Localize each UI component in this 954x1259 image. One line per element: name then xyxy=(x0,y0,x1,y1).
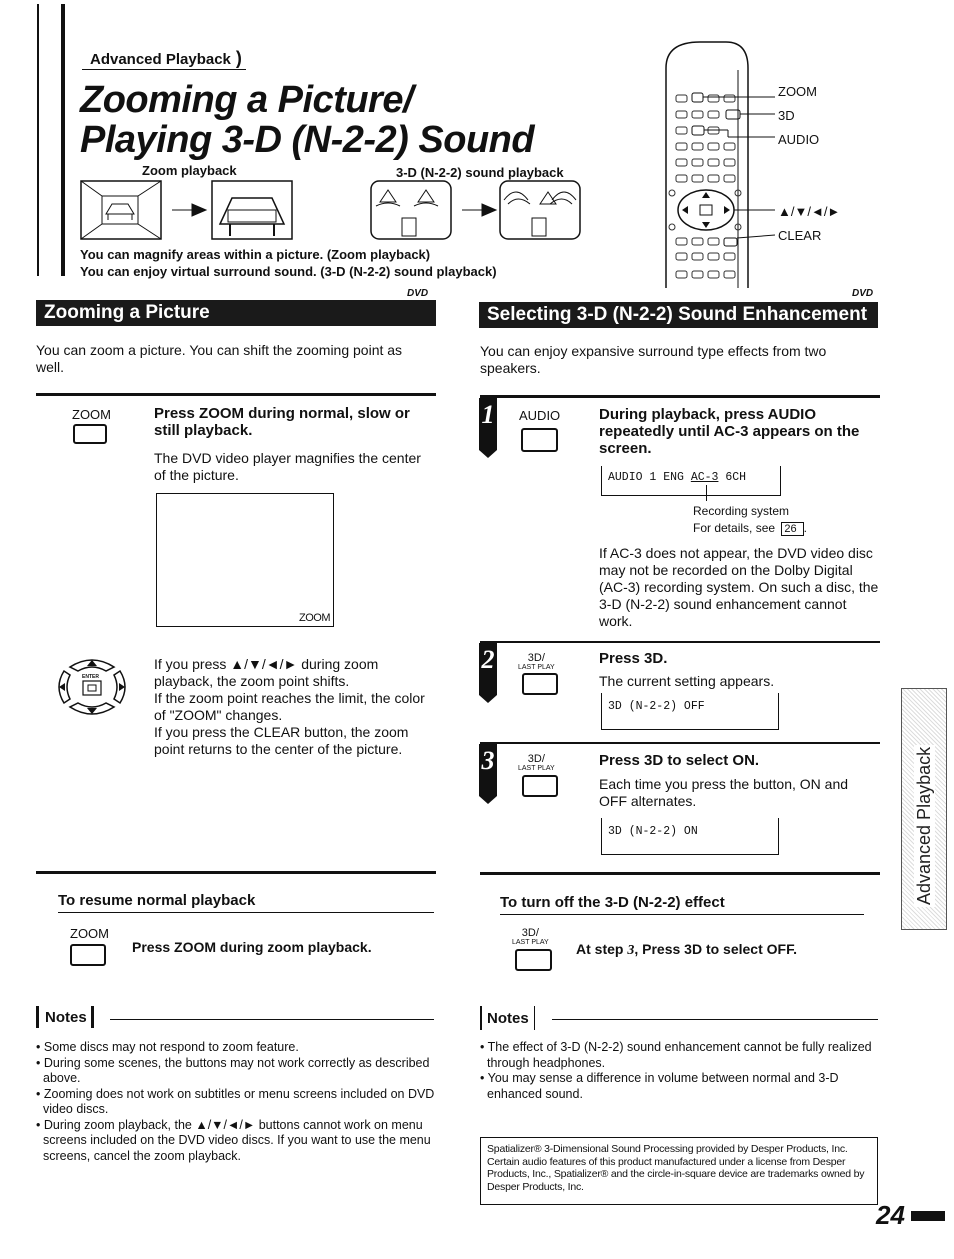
zoom-playback-caption: Zoom playback xyxy=(142,163,237,178)
right-intro: You can enjoy expansive surround type effects from two speakers. xyxy=(480,343,827,376)
screen-callout-line xyxy=(706,485,707,501)
left-step-rule xyxy=(36,393,436,396)
step-2-title: Press 3D. xyxy=(599,650,668,667)
left-note-item: • Zooming does not work on subtitles or menu screens included on DVD video discs. xyxy=(36,1086,435,1116)
turnoff-3d-button-icon xyxy=(515,949,552,971)
intro-line-1: You can magnify areas within a picture. (Zoom playback) xyxy=(80,247,431,262)
right-step1-rule xyxy=(480,395,880,398)
left-note-item: • During zoom playback, the ▲/▼/◄/► buttons cannot work on menu screens included on the DVD video discs. If you want to use the menu screens, cancel the zoom playback. xyxy=(36,1117,431,1163)
zoom-screen-label: ZOOM xyxy=(299,612,330,624)
side-tab-label: Advanced Playback xyxy=(914,746,934,905)
left-notes-header xyxy=(36,1006,94,1028)
resume-text: Press ZOOM during zoom playback. xyxy=(132,939,372,955)
right-dvd-tag: DVD xyxy=(852,288,874,299)
right-notes-header xyxy=(480,1006,535,1030)
step-1-desc: If AC-3 does not appear, the DVD video disc may not be recorded on the Dolby Digital (AC-3) recording system. On such a disc, the 3-D (N-2-2) sound enhancement cannot work. xyxy=(599,545,879,629)
right-note-item: • The effect of 3-D (N-2-2) sound enhancement cannot be fully realized through headphones. xyxy=(480,1040,872,1070)
sound-illustration xyxy=(370,180,582,242)
step-3-number: 3 xyxy=(479,744,497,796)
direction-pad-icon xyxy=(54,655,130,719)
left-intro: You can zoom a picture. You can shift the zooming point as well. xyxy=(36,342,403,375)
audio-screen-example: AUDIO 1 ENG AC-3 6CH xyxy=(601,466,781,496)
left-section-heading: Zooming a Picture xyxy=(36,300,436,326)
details-reference: For details, see 26 . xyxy=(693,521,807,535)
step-1-number: 1 xyxy=(479,398,497,450)
right-section-heading: Selecting 3-D (N-2-2) Sound Enhancement xyxy=(479,302,878,328)
enter-label: ENTER xyxy=(82,674,99,680)
zoom-shift-line-3: If you press the CLEAR button, the zoom point returns to the center of the picture. xyxy=(154,724,409,757)
audio-button-icon xyxy=(521,428,558,452)
resume-button-label: ZOOM xyxy=(70,926,109,941)
right-note-item: • You may sense a difference in volume between normal and 3-D enhanced sound. xyxy=(480,1071,839,1101)
left-note-item: • During some scenes, the buttons may not work correctly as described above. xyxy=(36,1055,430,1085)
intro-line-2: You can enjoy virtual surround sound. (3-D (N-2-2) sound playback) xyxy=(80,264,497,279)
3d-button-icon-step3 xyxy=(522,775,558,797)
turnoff-button-label: 3D/ LAST PLAY xyxy=(512,927,549,946)
zoom-illustration xyxy=(80,180,295,242)
zoom-button-icon xyxy=(73,424,107,444)
zoom-step-desc: The DVD video player magnifies the center of the picture. xyxy=(154,450,421,483)
remote-3d-label: 3D xyxy=(778,108,795,123)
left-dvd-tag: DVD xyxy=(407,288,429,299)
left-resume-rule xyxy=(36,871,436,874)
margin-bar-thick xyxy=(61,4,65,276)
3d-button-icon-step2 xyxy=(522,673,558,695)
step-2-desc: The current setting appears. xyxy=(599,673,775,689)
sound-playback-caption: 3-D (N-2-2) sound playback xyxy=(396,165,564,180)
side-tab xyxy=(901,688,947,930)
turnoff-heading: To turn off the 3-D (N-2-2) effect xyxy=(500,894,725,911)
step-3-title: Press 3D to select ON. xyxy=(599,752,760,769)
trademark-box xyxy=(480,1137,878,1205)
zoom-screen-example xyxy=(156,493,334,627)
section-label: Advanced Playback ) xyxy=(90,48,242,68)
right-notes-list xyxy=(480,1040,880,1102)
margin-bar-thin xyxy=(37,4,39,276)
turnoff-text: At step 3, Press 3D to select OFF. xyxy=(576,941,797,958)
page-reference-badge: 26 xyxy=(781,522,803,536)
turnoff-heading-underline xyxy=(500,914,864,915)
remote-zoom-label: ZOOM xyxy=(778,84,817,99)
resume-heading: To resume normal playback xyxy=(58,892,256,909)
remote-clear-label: CLEAR xyxy=(778,228,822,243)
zoom-shift-line-2: If the zoom point reaches the limit, the color of "ZOOM" changes. xyxy=(154,690,425,723)
left-note-item: • Some discs may not respond to zoom feature. xyxy=(36,1040,299,1054)
resume-zoom-button-icon xyxy=(70,944,106,966)
step-2-number: 2 xyxy=(479,643,497,695)
3d-button-label-step3: 3D/ LAST PLAY xyxy=(518,753,555,772)
recording-system-callout: Recording system xyxy=(693,504,790,518)
page-number: 24 xyxy=(876,1200,945,1231)
page-title: Zooming a Picture/ Playing 3-D (N-2-2) Sound xyxy=(80,79,535,161)
left-notes-list xyxy=(36,1040,436,1164)
remote-audio-label: AUDIO xyxy=(778,132,820,147)
right-notes-label: Notes xyxy=(487,1009,529,1027)
section-label-underline xyxy=(82,69,246,70)
step-1-title: During playback, press AUDIO repeatedly until AC-3 appears on the screen. xyxy=(599,406,860,457)
right-turnoff-rule xyxy=(480,872,880,875)
right-step3-rule xyxy=(480,742,880,744)
trademark-text: Spatializer® 3-Dimensional Sound Processing provided by Desper Products, Inc. Certain audio features of this product manufactured under a license from Desper Products, Inc., Spatializer® and the circle-in-square device are trademarks owned by Desper Products, Inc. xyxy=(487,1143,865,1193)
remote-arrows-label: ▲/▼/◄/► xyxy=(778,204,841,219)
zoom-shift-text xyxy=(154,656,434,758)
zoom-step-title: Press ZOOM during normal, slow or still playback. xyxy=(154,405,410,439)
audio-button-label: AUDIO xyxy=(519,408,561,423)
left-notes-rule xyxy=(110,1019,434,1020)
step-3-desc: Each time you press the button, ON and OFF alternates. xyxy=(599,776,849,809)
3d-off-screen-example: 3D (N-2-2) OFF xyxy=(601,693,779,730)
resume-heading-underline xyxy=(58,912,434,913)
zoom-shift-line-1: If you press ▲/▼/◄/► during zoom playback, the zoom point shifts. xyxy=(154,656,379,689)
3d-on-screen-example: 3D (N-2-2) ON xyxy=(601,818,779,855)
zoom-step-button-label: ZOOM xyxy=(72,407,111,422)
left-notes-label: Notes xyxy=(45,1008,87,1026)
right-notes-rule xyxy=(552,1019,878,1020)
3d-button-label-step2: 3D/ LAST PLAY xyxy=(518,652,555,671)
right-step2-rule xyxy=(480,641,880,643)
remote-control-illustration xyxy=(660,40,775,290)
